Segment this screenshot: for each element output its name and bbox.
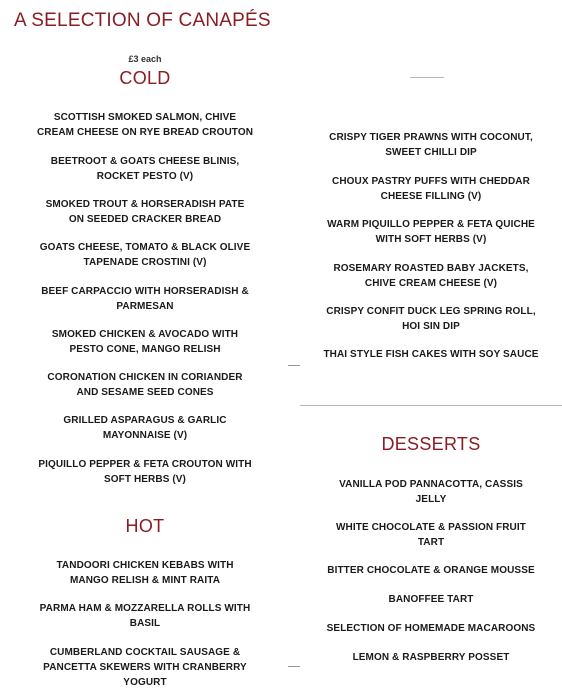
menu-item — [0, 370, 290, 400]
menu-item-line: AND SESAME SEED CONES — [76, 387, 214, 398]
menu-item — [300, 347, 562, 362]
menu-item-line: WHITE CHOCOLATE & PASSION FRUIT — [336, 522, 526, 533]
menu-item-line: CORONATION CHICKEN IN CORIANDER — [47, 372, 243, 383]
menu-item-line: PARMA HAM & MOZZARELLA ROLLS WITH — [39, 603, 251, 614]
menu-item-line: TART — [417, 537, 445, 548]
menu-item-line: LEMON & RASPBERRY POSSET — [352, 652, 510, 663]
menu-item-line: CUMBERLAND COCKTAIL SAUSAGE & — [49, 647, 241, 658]
menu-item-line: ON SEEDED CRACKER BREAD — [68, 214, 222, 225]
menu-item-line: CHOUX PASTRY PUFFS WITH CHEDDAR — [332, 176, 530, 187]
menu-item-line: WITH SOFT HERBS (V) — [375, 234, 487, 245]
menu-item-line: JELLY — [415, 494, 447, 505]
menu-item-line: PANCETTA SKEWERS WITH CRANBERRY — [43, 662, 247, 673]
menu-item — [0, 457, 290, 487]
menu-item — [300, 520, 562, 550]
menu-item — [300, 130, 562, 160]
menu-item — [0, 110, 290, 140]
menu-item-line: TAPENADE CROSTINI (V) — [83, 257, 207, 268]
menu-item-line: SMOKED CHICKEN & AVOCADO WITH — [51, 329, 239, 340]
menu-item-line: SCOTTISH SMOKED SALMON, CHIVE — [53, 112, 237, 123]
menu-item-line: THAI STYLE FISH CAKES WITH SOY SAUCE — [323, 349, 539, 360]
column-dash-mark — [288, 365, 300, 366]
price-note: £3 each — [128, 54, 162, 64]
menu-item-line: GOATS CHEESE, TOMATO & BLACK OLIVE — [39, 242, 251, 253]
top-rule — [410, 77, 444, 78]
menu-item-line: CRISPY TIGER PRAWNS WITH COCONUT, — [329, 132, 533, 143]
menu-item-line: PARMESAN — [116, 301, 174, 312]
heading-hot: HOT — [125, 516, 165, 536]
menu-item — [300, 304, 562, 334]
menu-item-line: YOGURT — [123, 677, 167, 688]
menu-item — [0, 197, 290, 227]
menu-item-line: SMOKED TROUT & HORSERADISH PATE — [45, 199, 245, 210]
menu-item-line: TANDOORI CHICKEN KEBABS WITH — [56, 560, 234, 571]
menu-item — [0, 284, 290, 314]
menu-item — [0, 154, 290, 184]
menu-item-line: CRISPY CONFIT DUCK LEG SPRING ROLL, — [326, 306, 536, 317]
menu-item — [300, 217, 562, 247]
menu-item — [0, 413, 290, 443]
menu-item-line: WARM PIQUILLO PEPPER & FETA QUICHE — [327, 219, 535, 230]
menu-item-line: BEETROOT & GOATS CHEESE BLINIS, — [50, 156, 240, 167]
menu-item-line: SELECTION OF HOMEMADE MACAROONS — [326, 623, 536, 634]
menu-item-line: BITTER CHOCOLATE & ORANGE MOUSSE — [327, 565, 535, 576]
menu-item — [0, 558, 290, 588]
menu-item-line: MAYONNAISE (V) — [102, 430, 188, 441]
menu-item-line: CHIVE CREAM CHEESE (V) — [364, 278, 498, 289]
section-divider — [300, 405, 562, 406]
menu-item — [300, 592, 562, 607]
menu-item — [0, 601, 290, 631]
menu-item-line: BEEF CARPACCIO WITH HORSERADISH & — [41, 286, 249, 297]
menu-item-line: CHEESE FILLING (V) — [380, 191, 482, 202]
menu-item-line: SWEET CHILLI DIP — [385, 147, 477, 158]
menu-item — [0, 645, 290, 690]
menu-item — [300, 650, 562, 665]
menu-item — [300, 174, 562, 204]
heading-desserts: DESSERTS — [381, 434, 481, 454]
menu-item-line: MANGO RELISH & MINT RAITA — [69, 575, 221, 586]
menu-item-line: ROSEMARY ROASTED BABY JACKETS, — [333, 263, 529, 274]
menu-item-line: BANOFFEE TART — [388, 594, 474, 605]
menu-item — [300, 621, 562, 636]
menu-item-line: HOI SIN DIP — [402, 321, 460, 332]
menu-item-line: GRILLED ASPARAGUS & GARLIC — [63, 415, 227, 426]
menu-item-line: BASIL — [129, 618, 161, 629]
menu-item — [300, 477, 562, 507]
menu-item-line: CREAM CHEESE ON RYE BREAD CROUTON — [36, 127, 254, 138]
menu-item — [300, 261, 562, 291]
menu-item-line: PESTO CONE, MANGO RELISH — [69, 344, 221, 355]
menu-item — [300, 563, 562, 578]
heading-cold: COLD — [119, 68, 171, 88]
menu-item-line: PIQUILLO PEPPER & FETA CROUTON WITH — [38, 459, 252, 470]
page-title: A SELECTION OF CANAPÉS — [14, 10, 271, 31]
menu-item-line: VANILLA POD PANNACOTTA, CASSIS — [339, 479, 523, 490]
menu-item-line: ROCKET PESTO (V) — [96, 171, 194, 182]
menu-item — [0, 240, 290, 270]
menu-item — [0, 327, 290, 357]
menu-item-line: SOFT HERBS (V) — [104, 474, 186, 485]
